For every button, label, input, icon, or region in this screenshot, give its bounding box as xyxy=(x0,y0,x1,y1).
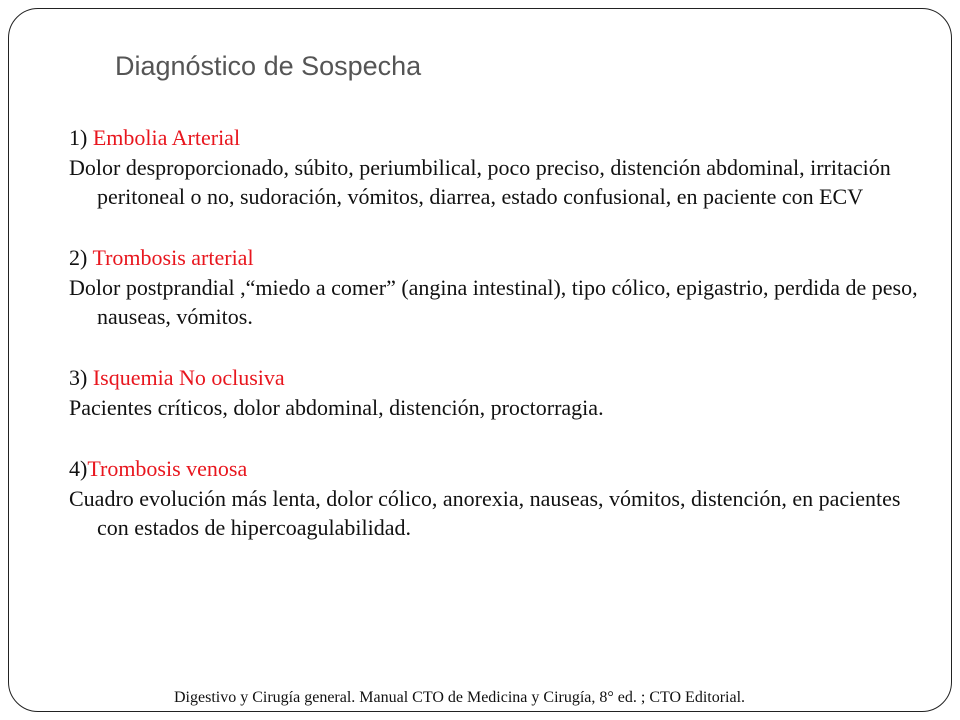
section-heading xyxy=(69,454,929,484)
section-number: 2) xyxy=(69,245,93,270)
section-isquemia-no-oclusiva xyxy=(69,363,929,422)
section-description: Dolor postprandial ,“miedo a comer” (angina intestinal), tipo cólico, epigastrio, perdida de peso, nauseas, vómitos. xyxy=(69,275,918,329)
section-heading-label: Embolia Arterial xyxy=(92,125,241,150)
section-trombosis-venosa xyxy=(69,454,929,542)
section-number: 3) xyxy=(69,365,93,390)
slide-content xyxy=(69,123,929,542)
section-description: Dolor desproporcionado, súbito, periumbilical, poco preciso, distención abdominal, irritación peritoneal o no, sudoración, vómitos, diarrea, estado confusional, en paciente con ECV xyxy=(69,155,891,209)
section-heading-label: Isquemia No oclusiva xyxy=(92,365,285,390)
slide-title: Diagnóstico de Sospecha xyxy=(115,51,422,81)
section-number: 1) xyxy=(69,125,93,150)
section-heading-label: Trombosis venosa xyxy=(87,456,248,481)
section-number: 4) xyxy=(69,456,88,481)
section-trombosis-arterial xyxy=(69,243,929,331)
section-heading xyxy=(69,123,929,153)
section-embolia-arterial xyxy=(69,123,929,211)
source-citation: Digestivo y Cirugía general. Manual CTO de Medicina y Cirugía, 8° ed. ; CTO Editorial. xyxy=(174,689,746,706)
slide-frame xyxy=(8,8,952,712)
section-heading-label: Trombosis arterial xyxy=(92,245,254,270)
section-heading xyxy=(69,363,929,393)
section-description: Pacientes críticos, dolor abdominal, distención, proctorragia. xyxy=(69,395,604,420)
section-description: Cuadro evolución más lenta, dolor cólico, anorexia, nauseas, vómitos, distención, en pacientes con estados de hipercoagulabilidad. xyxy=(69,486,901,540)
section-heading xyxy=(69,243,929,273)
